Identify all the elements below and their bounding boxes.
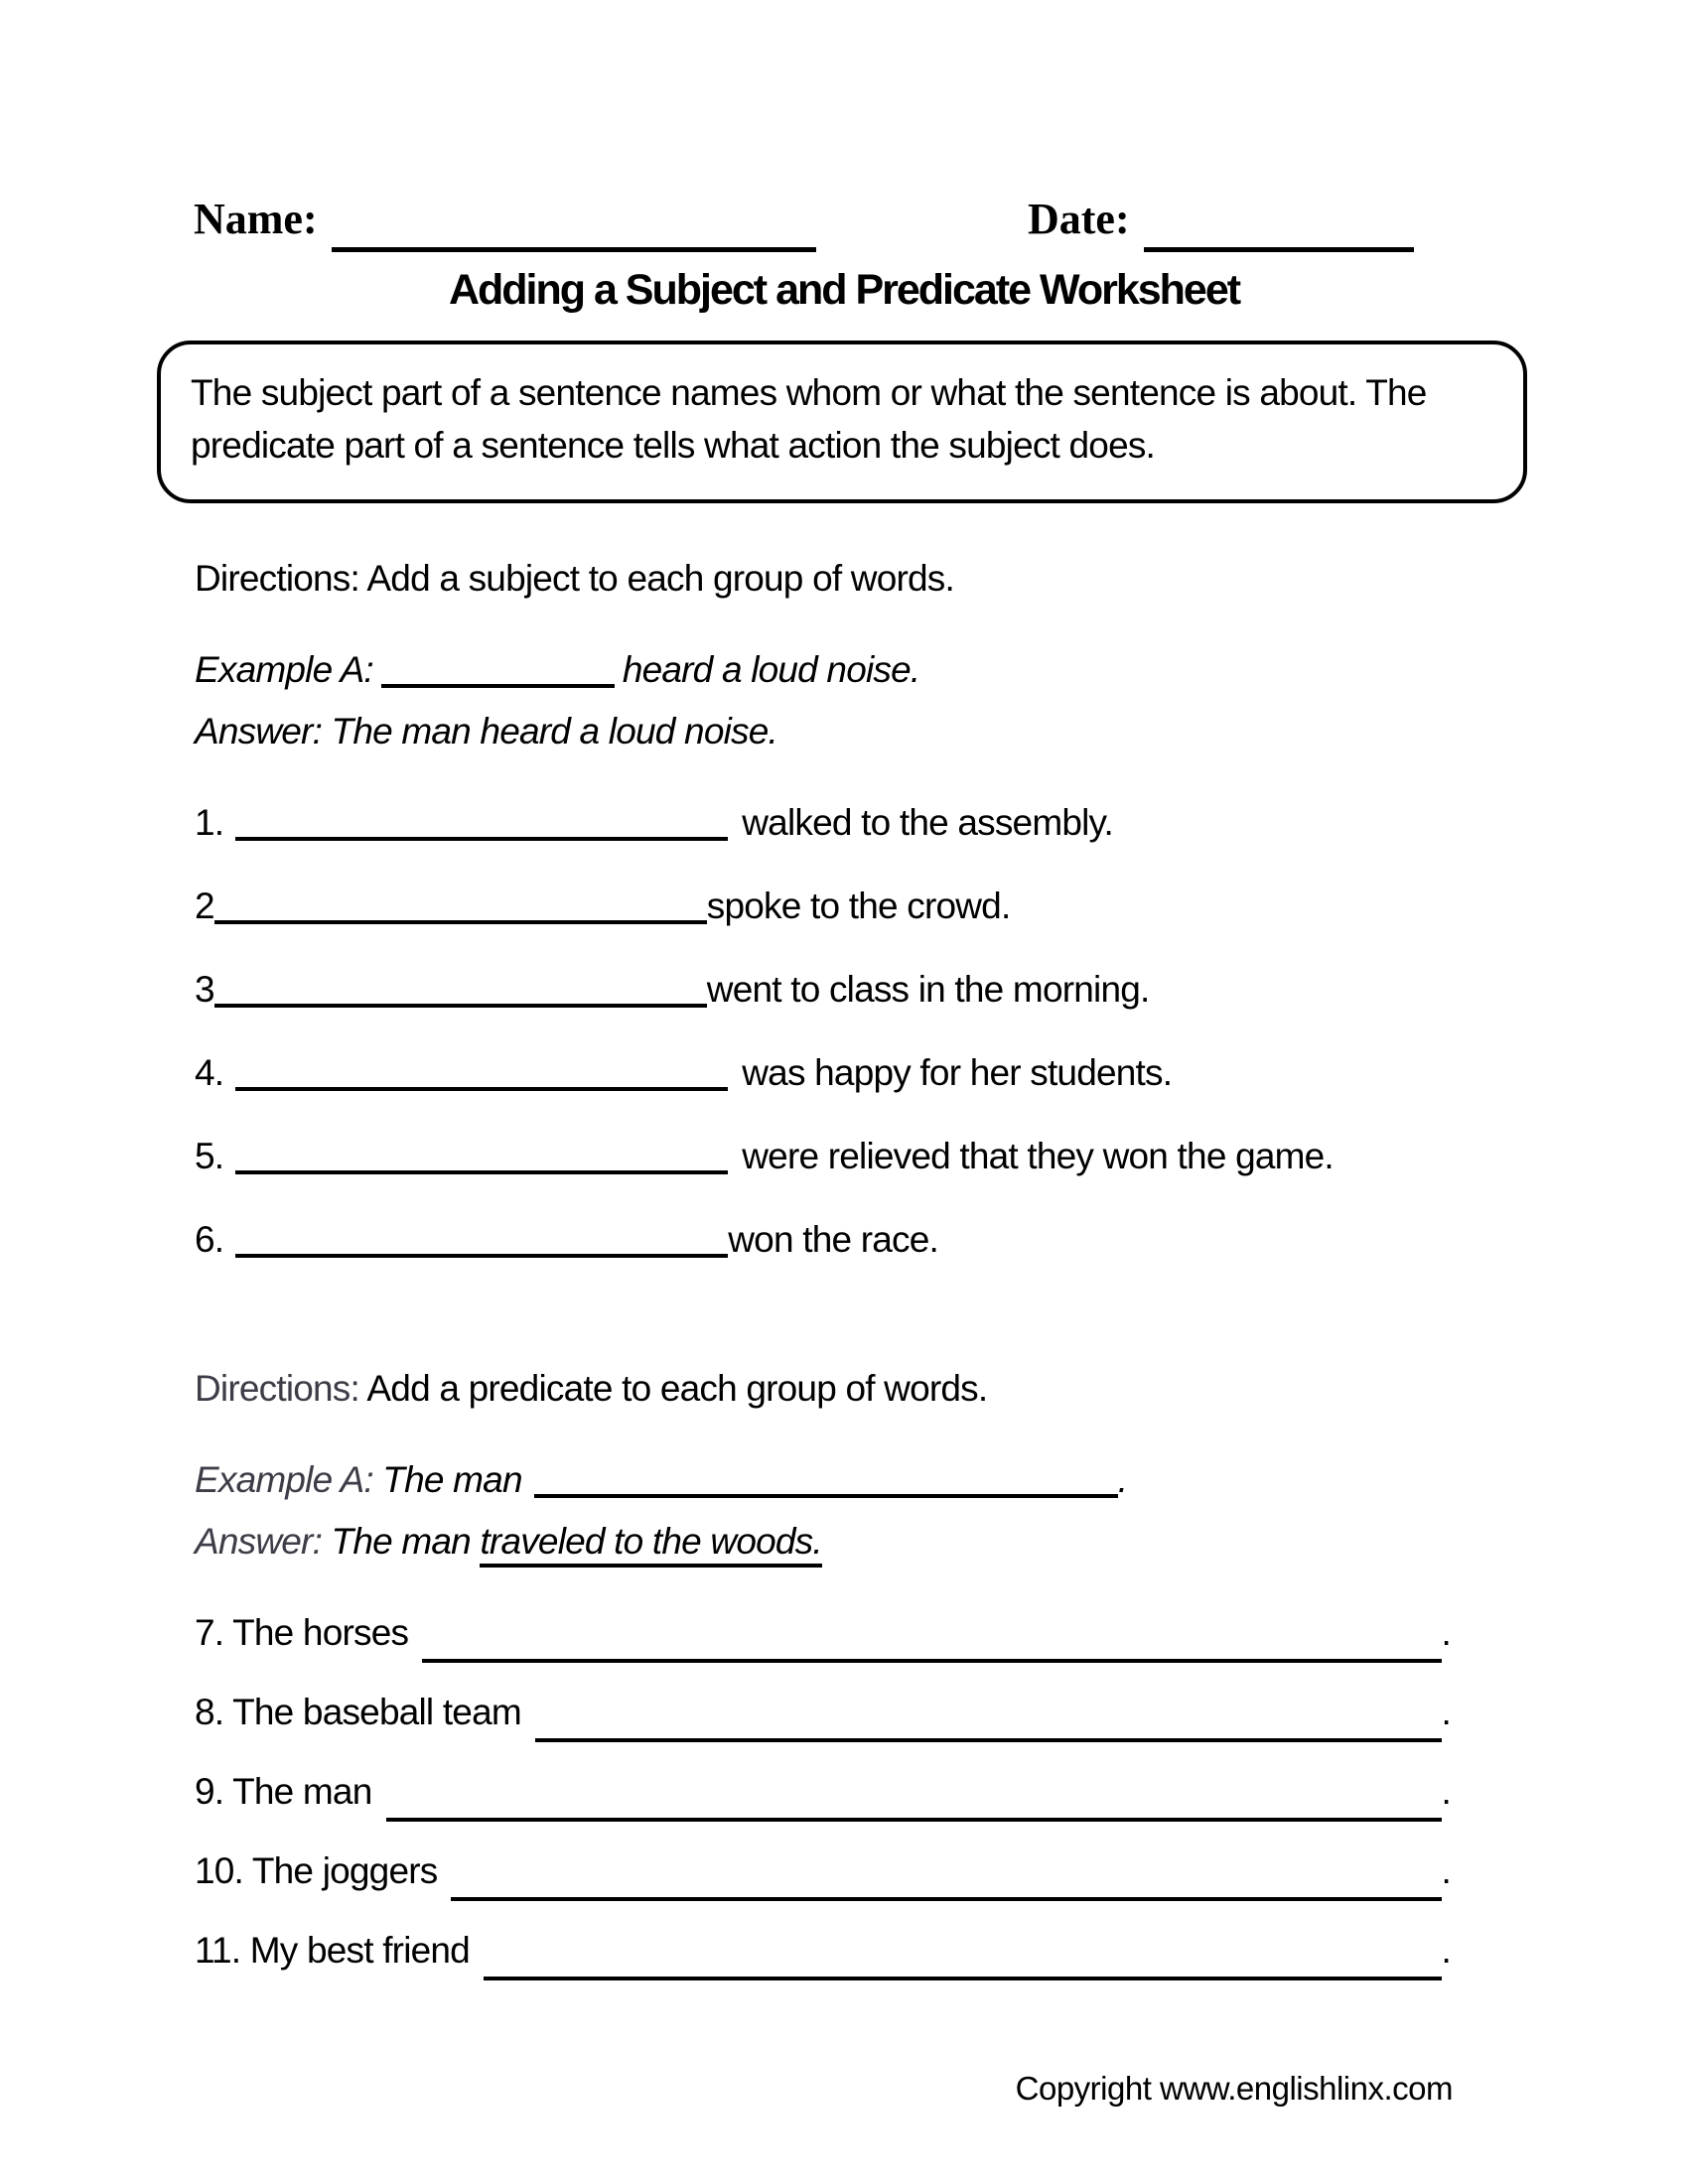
item-period: . [1441, 1612, 1451, 1653]
predicate-answer-underlined-text: traveled to the woods. [480, 1521, 821, 1568]
item-blank-line [235, 1135, 728, 1174]
predicate-example-suffix: . [1117, 1459, 1128, 1500]
item-text: The horses [223, 1612, 409, 1653]
predicate-item-row [195, 1927, 1451, 1975]
subject-example-text: heard a loud noise. [622, 649, 920, 690]
subject-example-label: Example A: [195, 649, 373, 690]
item-text: walked to the assembly. [742, 802, 1113, 843]
subject-answer-label: Answer: [195, 711, 323, 751]
subject-answer-row [195, 708, 1519, 755]
definition-box [157, 341, 1527, 503]
item-number: 5. [195, 1136, 224, 1176]
subject-item-row [195, 962, 1519, 1014]
item-blank-line [484, 1941, 1442, 1980]
copyright-text: Copyright www.englishlinx.com [1015, 2070, 1453, 2107]
item-period: . [1441, 1771, 1451, 1812]
date-blank-line [1144, 207, 1414, 252]
item-blank-line [235, 801, 728, 841]
item-text: won the race. [728, 1219, 938, 1260]
subject-example-row [195, 642, 1519, 694]
item-number: 2 [195, 886, 214, 926]
predicate-item-row [195, 1609, 1451, 1657]
predicate-answer-row [195, 1518, 1519, 1566]
subject-item-row [195, 879, 1519, 930]
predicate-example-prefix: The man [372, 1459, 522, 1500]
item-number: 1. [195, 802, 224, 843]
item-number: 9. [195, 1771, 224, 1812]
item-number: 10. [195, 1850, 244, 1891]
predicate-items-list [195, 1609, 1519, 1975]
subject-directions-text: Add a subject to each group of words. [358, 558, 954, 599]
item-number: 4. [195, 1052, 224, 1093]
subject-example-blank-line [381, 648, 615, 688]
item-text: spoke to the crowd. [706, 886, 1011, 926]
item-text: The baseball team [223, 1692, 521, 1732]
subject-item-row [195, 795, 1519, 847]
name-block [194, 194, 1028, 244]
item-text: The joggers [243, 1850, 438, 1891]
predicate-directions-label: Directions: [195, 1368, 359, 1409]
subject-item-row [195, 1045, 1519, 1097]
predicate-item-row [195, 1768, 1451, 1816]
name-blank-line [332, 207, 816, 252]
subject-items-list [195, 795, 1519, 1264]
subject-directions-label: Directions: [195, 558, 359, 599]
item-text: were relieved that they won the game. [742, 1136, 1334, 1176]
predicate-item-row [195, 1689, 1451, 1736]
item-text: My best friend [240, 1930, 470, 1971]
predicate-directions [195, 1365, 1519, 1413]
predicate-example-row [195, 1452, 1519, 1504]
item-blank-line [235, 1218, 728, 1258]
item-number: 11. [195, 1930, 241, 1971]
item-number: 8. [195, 1692, 224, 1732]
date-label: Date: [1028, 195, 1130, 243]
item-blank-line [535, 1703, 1442, 1742]
predicate-answer-prefix: The man [322, 1521, 481, 1562]
predicate-example-blank-line [534, 1458, 1118, 1498]
predicate-directions-text: Add a predicate to each group of words. [358, 1368, 988, 1409]
item-number: 7. [195, 1612, 224, 1653]
item-blank-line [451, 1861, 1441, 1901]
name-label: Name: [194, 195, 318, 243]
item-number: 3 [195, 969, 214, 1010]
date-block [1028, 194, 1414, 244]
item-text: went to class in the morning. [706, 969, 1150, 1010]
worksheet-content [0, 555, 1688, 1975]
predicate-item-row [195, 1847, 1451, 1895]
item-period: . [1441, 1692, 1451, 1732]
definition-text: The subject part of a sentence names whom or what the sentence is about. The predicate part of a sentence tells what action the subject does. [191, 372, 1427, 466]
subject-item-row [195, 1212, 1519, 1264]
item-blank-line [214, 885, 707, 924]
item-blank-line [235, 1051, 728, 1091]
item-period: . [1441, 1930, 1451, 1971]
item-blank-line [422, 1623, 1441, 1663]
item-text: was happy for her students. [742, 1052, 1173, 1093]
subject-answer-text: The man heard a loud noise. [322, 711, 777, 751]
item-number: 6. [195, 1219, 224, 1260]
item-blank-line [214, 968, 707, 1008]
predicate-answer-label: Answer: [195, 1521, 323, 1562]
header-row [0, 0, 1688, 244]
item-text: The man [223, 1771, 372, 1812]
item-blank-line [386, 1782, 1442, 1822]
item-period: . [1441, 1850, 1451, 1891]
page-title: Adding a Subject and Predicate Worksheet [448, 266, 1240, 314]
predicate-example-label: Example A: [195, 1459, 373, 1500]
subject-directions [195, 555, 1519, 603]
subject-item-row [195, 1129, 1519, 1180]
